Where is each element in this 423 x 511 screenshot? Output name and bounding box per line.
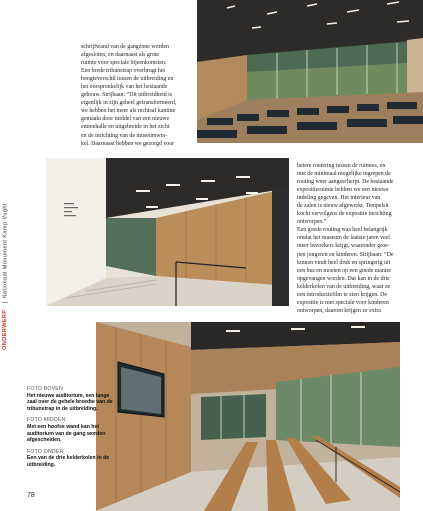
text-line: eigenlijk in zijn geheel getransformeerd, — [81, 100, 177, 107]
vertical-section-label — [2, 200, 16, 350]
subject-label: Nationaal Monument Kamp Vught — [2, 203, 9, 299]
caption-label: FOTO MIDDEN — [27, 417, 66, 424]
text-line: we hebben het meer als rechtsaf kantine — [81, 108, 176, 115]
text-line: ruimte voor speciale bijeenkomsten. — [81, 60, 167, 67]
text-column-top — [81, 43, 193, 148]
text-line: Een brede tribunetrap overbrugt het — [81, 68, 166, 75]
text-line: een bus en moeten op een goede manier — [297, 267, 392, 274]
text-line: expositieruimte hebben we een nieuwe — [297, 187, 389, 194]
text-line: hoogteverschil tussen de uitbreiding en — [81, 76, 174, 83]
text-line: ontworpen, daarom krijgen ze extra — [297, 307, 381, 314]
text-line: opgevangen worden. Dat kan in de drie — [297, 275, 390, 282]
caption-text: Het nieuwe auditorium, een lange zaal over de gehele breedte van de tribunetrap in de uitbreiding. — [27, 392, 113, 412]
text-column-middle — [297, 162, 413, 315]
text-line: gebouw. Strijbaan: “Dit uitbreidheid is — [81, 92, 173, 99]
text-line: kinnen vindt heel druk en springerig uit — [297, 259, 391, 266]
text-line: omdat het museum de laatste jaren veel — [297, 235, 390, 242]
photo-captions — [27, 386, 117, 474]
text-line: de zalen is nieuw afgewerkt. Tempelsit — [297, 203, 389, 210]
caption-label: FOTO BOVEN — [27, 386, 63, 392]
caption-text: Een van de drie kelderkolen in de uitbreiding. — [27, 455, 110, 468]
caption-label: FOTO ONDER — [27, 448, 64, 455]
text-line: routing weer aangescherpt. De bestaande — [297, 179, 394, 186]
text-line: pen jongeren en kinderen. Strijbaan: “De — [297, 251, 394, 258]
text-line: kelderkolen van de uitbreiding, waar ze — [297, 283, 391, 290]
caption-text: Met een hoofse wand kan het auditorium van de gang worden afgescheiden. — [27, 423, 106, 444]
section-label: ONDERWERP — [2, 309, 9, 350]
photo-top-auditorium — [197, 0, 423, 143]
text-line: meer bezoekers krijgt, waaronder groe- — [297, 243, 390, 250]
text-line: ontworpen.” — [297, 219, 327, 226]
text-line: betere routering tussen de ruimtes, en — [297, 163, 386, 169]
text-line: afgesloten, en daarnaast als grote — [81, 52, 160, 59]
page-number: 78 — [27, 492, 35, 499]
text-line: en de inrichting van de museumwin- — [81, 132, 168, 139]
text-line: Een goede routing was heel belangrijk — [297, 227, 388, 234]
text-line: kocht vervolgens de expositie inrichting — [297, 211, 392, 218]
text-line: kel. Daarnaast hebben we gezorgd voor — [81, 140, 175, 147]
text-line: entreehalle en uitgebreide in het zicht — [81, 124, 170, 131]
photo-bottom-screening-room — [96, 322, 400, 511]
text-line: met de minimaal mogelijke ingrepen de — [297, 171, 391, 178]
text-line: het oorspronkelijk van het bestaande — [81, 84, 168, 91]
text-line: gemaakt door middel van een nieuwe — [81, 116, 170, 123]
text-line: expositie is met speciale voor kinderen — [297, 299, 389, 306]
text-line: schrijfwand van de gangzone worden — [81, 44, 169, 50]
text-line: een introductiefilm te zien krijgen. De — [297, 291, 387, 298]
photo-middle-stair-hall — [46, 158, 289, 306]
text-line: indeling gegeven. Het interieur van — [297, 195, 381, 202]
